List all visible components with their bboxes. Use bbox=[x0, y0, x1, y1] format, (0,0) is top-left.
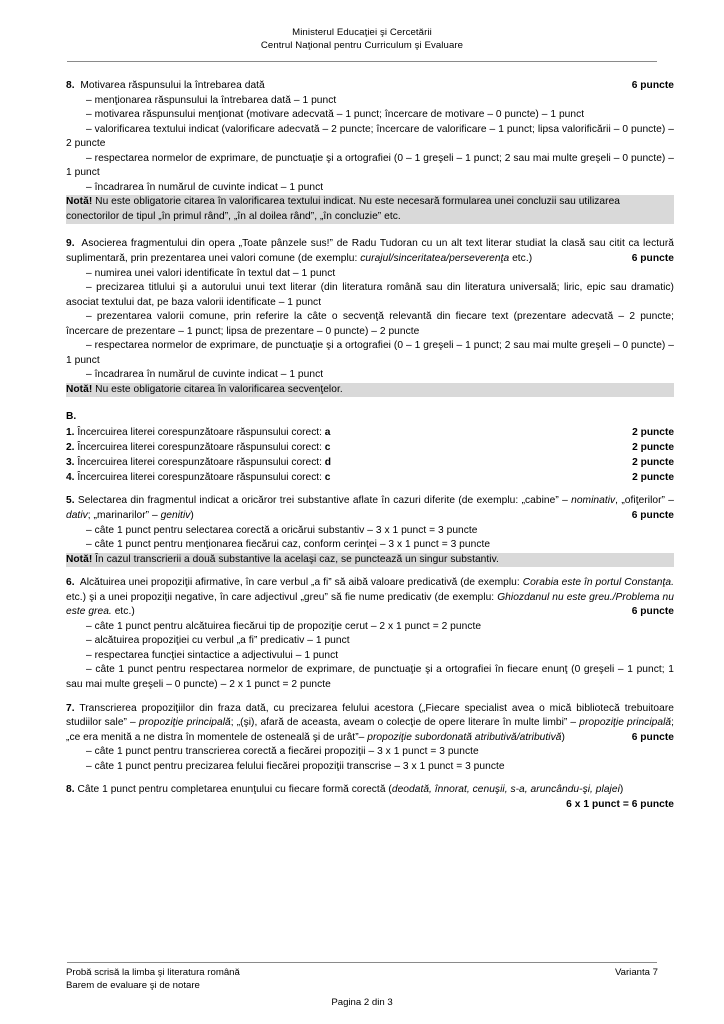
item-5-text-4: ) bbox=[190, 509, 194, 521]
item-8 bbox=[66, 79, 674, 224]
item-9-title-a: Asocierea fragmentului din opera „Toate pânzele sus!” de Radu Tudoran cu un alt text literar studiat la clasă sau citit ca lectură suplimentară, prin prezentarea unei valori comune (de exemplu: bbox=[66, 238, 674, 265]
item-6-text-1: Alcătuirea unei propoziţii afirmative, în care verbul „a fi” să aibă valoare predicativă (de exemplu: bbox=[79, 577, 523, 589]
item-5-bullet-1: – câte 1 punct pentru selectarea corectă a oricărui substantiv – 3 x 1 punct = 3 puncte bbox=[86, 524, 478, 536]
item-5-note-text: În cazul transcrierii a două substantive la acelaşi caz, se punctează un singur substantiv. bbox=[92, 553, 499, 565]
section-b-row-3-points: 2 puncte bbox=[632, 457, 674, 469]
spacer-after-item-8 bbox=[66, 224, 674, 237]
item-9-note bbox=[66, 383, 674, 398]
item-8b-points: 6 x 1 punct = 6 puncte bbox=[566, 798, 674, 810]
section-b-row-3-label bbox=[66, 455, 331, 470]
item-5-case-genitiv: genitiv bbox=[160, 509, 191, 521]
section-b-row-4-text: Încercuirea literei corespunzătoare răspunsului corect: bbox=[74, 472, 325, 484]
item-6-bullet-3: – respectarea funcţiei sintactice a adjectivului – 1 punct bbox=[86, 649, 339, 661]
section-b-row-2 bbox=[66, 440, 674, 455]
item-9-note-text: Nu este obligatorie citarea în valorificarea secvenţelor. bbox=[92, 383, 343, 395]
section-b-row-2-text: Încercuirea literei corespunzătoare răspunsului corect: bbox=[74, 442, 325, 454]
spacer-after-item-9 bbox=[66, 397, 674, 410]
item-7-bullet-2: – câte 1 punct pentru precizarea felului fiecărei propoziţii transcrise – 3 x 1 punct = 3 puncte bbox=[86, 760, 505, 772]
item-9-bullet-3: – prezentarea valorii comune, prin referire la câte o secvenţă relevantă din fiecare text (prezentare adecvată – 2 puncte; încercare de prezentare – 1 punct; lipsa de prezentare – 0 puncte) – 2 puncte bbox=[66, 311, 674, 337]
section-b-row-2-points: 2 puncte bbox=[632, 442, 674, 454]
item-6-points: 6 puncte bbox=[631, 606, 674, 618]
item-6-number: 6. bbox=[66, 577, 75, 589]
item-7-number: 7. bbox=[66, 702, 75, 714]
item-8-bullet-1: – menţionarea răspunsului la întrebarea dată – 1 punct bbox=[86, 94, 337, 106]
item-9 bbox=[66, 237, 674, 397]
footer-exam-title: Probă scrisă la limba şi literatura română bbox=[66, 967, 240, 978]
item-8b-heading bbox=[66, 783, 674, 810]
item-8-note-text: Nu este obligatorie citarea în valorificarea textului indicat. Nu este necesară formularea unei concluzii sau utilizarea conectorilor de tipul „în primul rând”, „în al doilea rând”, „în concluzie” etc. bbox=[66, 196, 620, 222]
item-7-bullet-1: – câte 1 punct pentru transcrierea corectă a fiecărei propoziţii – 3 x 1 punct = 3 puncte bbox=[86, 746, 479, 758]
item-8-bullet-3: – valorificarea textului indicat (valorificare adecvată – 2 puncte; încercare de valorificare – 1 punct; lipsa valorificării – 0 puncte) – 2 puncte bbox=[66, 123, 674, 150]
item-6-text-3: etc.) bbox=[111, 606, 135, 618]
item-5-case-nominativ: nominativ bbox=[571, 495, 616, 507]
section-b-row-3-answer: d bbox=[324, 457, 332, 469]
footer-left-block bbox=[66, 966, 240, 993]
section-b-row-1-number: 1. bbox=[66, 427, 75, 439]
section-b-row-1-text: Încercuirea literei corespunzătoare răspunsului corect: bbox=[74, 427, 325, 439]
item-6-bullet-1: – câte 1 punct pentru alcătuirea fiecărui tip de propoziţie cerut – 2 x 1 punct = 2 puncte bbox=[86, 620, 482, 632]
section-b-row-4-answer: c bbox=[324, 472, 331, 484]
item-8-number: 8. bbox=[66, 80, 75, 91]
item-8b bbox=[66, 783, 674, 810]
item-5-case-dativ: dativ bbox=[66, 509, 88, 521]
item-5-number: 5. bbox=[66, 495, 75, 507]
item-8-heading bbox=[66, 79, 674, 94]
spacer-before-item-7 bbox=[66, 693, 674, 702]
item-8-note bbox=[66, 195, 674, 224]
item-8-bullet-5: – încadrarea în numărul de cuvinte indicat – 1 punct bbox=[86, 181, 324, 193]
item-8b-forms: deodată, înnorat, cenuşii, s-a, aruncându-şi, plajei bbox=[391, 784, 620, 796]
header-divider bbox=[67, 61, 657, 62]
item-7-text-4: ) bbox=[561, 731, 565, 743]
item-6-bullet-4: – câte 1 punct pentru respectarea normelor de exprimare, de punctuaţie şi a ortografiei în fiecare enunţ (0 greşeli – 1 punct; 1 sau mai multe greşeli – 0 puncte) – 2 x 1 punct = 2 puncte bbox=[66, 664, 674, 690]
spacer-before-item-8b bbox=[66, 774, 674, 783]
item-9-bullet-1: – numirea unei valori identificate în textul dat – 1 punct bbox=[86, 267, 336, 279]
item-7-text-3: ; „ce era menită a ne distra în momentele de osteneală şi de urât”– bbox=[66, 717, 675, 743]
item-9-bullet-4: – respectarea normelor de exprimare, de punctuaţie şi a ortografiei (0 – 1 greşeli – 1 punct; 2 sau mai multe greşeli – 0 puncte) – 1 punct bbox=[66, 340, 674, 366]
item-8b-number: 8. bbox=[66, 784, 75, 796]
item-8-title: Motivarea răspunsului la întrebarea dată bbox=[80, 80, 265, 91]
item-8-bullet-2: – motivarea răspunsului menţionat (motivare adecvată – 1 punct; încercare de motivare – 0 puncte) – 1 punct bbox=[86, 109, 585, 121]
section-b-row-3 bbox=[66, 455, 674, 470]
item-9-note-label: Notă! bbox=[66, 383, 93, 395]
item-6-bullet-2: – alcătuirea propoziţiei cu verbul „a fi” predicativ – 1 punct bbox=[86, 635, 350, 647]
item-7 bbox=[66, 702, 674, 775]
item-7-clause-1: propoziţie principală bbox=[138, 717, 231, 729]
item-8-bullet-4: – respectarea normelor de exprimare, de punctuaţie şi a ortografiei (0 – 1 greşeli – 1 punct; 2 sau mai multe greşeli – 0 puncte) – 1 punct bbox=[66, 152, 674, 179]
document-header bbox=[0, 26, 724, 52]
item-8b-text-1: Câte 1 punct pentru completarea enunţului cu fiecare formă corectă ( bbox=[77, 784, 392, 796]
section-b-row-4-points: 2 puncte bbox=[632, 472, 674, 484]
item-7-text-2: ; „(şi), afară de aceasta, aveam o colecţie de opere literare în multe limbi” – bbox=[230, 717, 580, 729]
item-9-heading bbox=[66, 237, 674, 266]
item-9-bullet-5: – încadrarea în numărul de cuvinte indicat – 1 punct bbox=[86, 369, 324, 381]
section-b-row-4 bbox=[66, 470, 674, 485]
item-7-text-1: Transcrierea propoziţiilor din fraza dată, cu precizarea felului acestora („Fiecare specialist avea o mică bibliotecă trebuitoare studiilor sale” – bbox=[66, 702, 675, 729]
section-b-row-1 bbox=[66, 425, 674, 440]
section-b-row-1-label bbox=[66, 425, 330, 440]
section-b-row-3-text: Încercuirea literei corespunzătoare răspunsului corect: bbox=[74, 457, 325, 469]
header-ministry-line: Ministerul Educaţiei şi Cercetării bbox=[292, 27, 432, 38]
item-8b-text-2: ) bbox=[619, 784, 624, 796]
item-5-points: 6 puncte bbox=[631, 509, 674, 521]
section-b-row-2-answer: c bbox=[324, 442, 331, 454]
item-7-heading bbox=[66, 702, 674, 746]
item-9-points: 6 puncte bbox=[631, 253, 674, 265]
item-5-note bbox=[66, 553, 674, 568]
item-9-number: 9. bbox=[66, 238, 75, 250]
item-9-title-italic: curajul/sinceritatea/perseverenţa bbox=[360, 253, 510, 265]
item-6-heading bbox=[66, 576, 674, 620]
item-6-text-2: etc.) şi a unei propoziţii negative, în care adjectivul „greu” să fie nume predicativ (de exemplu: bbox=[66, 591, 498, 603]
spacer-before-item-5 bbox=[66, 485, 674, 494]
footer-doc-type: Barem de evaluare şi de notare bbox=[66, 980, 200, 992]
item-5 bbox=[66, 494, 674, 567]
item-7-clause-3: propoziţie subordonată atributivă/atributivă bbox=[367, 731, 562, 743]
footer-divider bbox=[67, 962, 657, 963]
section-b-row-3-number: 3. bbox=[66, 457, 75, 469]
section-b bbox=[66, 410, 675, 810]
footer-page-number: Pagina 2 din 3 bbox=[331, 997, 393, 1008]
document-footer bbox=[66, 966, 658, 993]
item-7-clause-2: propoziţie principală bbox=[579, 717, 672, 729]
item-5-text-1: Selectarea din fragmentul indicat a oricăror trei substantive aflate în cazuri diferite (de exemplu: „cabine” – bbox=[77, 495, 572, 507]
section-b-row-4-number: 4. bbox=[66, 472, 75, 484]
item-8-note-label: Notă! bbox=[66, 196, 93, 208]
item-6-example-2: Ghiozdanul nu este greu./Problema nu este grea. bbox=[66, 591, 674, 618]
item-9-bullet-2: – precizarea titlului şi a autorului unui text literar (din literatura română sau din literatura universală; liric, epic sau dramatic) asociat textului dat, pe baza valorii identificate – 1 punct bbox=[66, 282, 674, 308]
item-7-points: 6 puncte bbox=[631, 731, 674, 743]
item-5-text-2: , „ofiţerilor” – bbox=[615, 495, 675, 507]
section-b-row-1-points: 2 puncte bbox=[632, 427, 674, 439]
item-8-points: 6 puncte bbox=[631, 80, 674, 91]
item-5-bullet-2: – câte 1 punct pentru menţionarea fiecărui caz, conform cerinţei – 3 x 1 punct = 3 puncte bbox=[86, 539, 491, 551]
item-6 bbox=[66, 576, 674, 692]
footer-variant: Varianta 7 bbox=[614, 967, 658, 978]
document-body bbox=[66, 79, 674, 812]
section-b-row-4-label bbox=[66, 470, 330, 485]
item-5-note-label: Notă! bbox=[66, 553, 93, 565]
item-6-example-1: Corabia este în portul Constanţa. bbox=[522, 577, 674, 589]
item-5-heading bbox=[66, 494, 674, 523]
section-b-row-2-label bbox=[66, 440, 330, 455]
header-center-line: Centrul Naţional pentru Curriculum şi Evaluare bbox=[260, 40, 464, 52]
section-b-label: B. bbox=[66, 411, 77, 423]
item-5-text-3: ; „marinarilor” – bbox=[87, 509, 161, 521]
spacer-before-item-6 bbox=[66, 567, 674, 576]
section-b-row-1-answer: a bbox=[324, 427, 331, 439]
item-9-title-b: etc.) bbox=[509, 253, 533, 265]
section-b-row-2-number: 2. bbox=[66, 442, 75, 454]
